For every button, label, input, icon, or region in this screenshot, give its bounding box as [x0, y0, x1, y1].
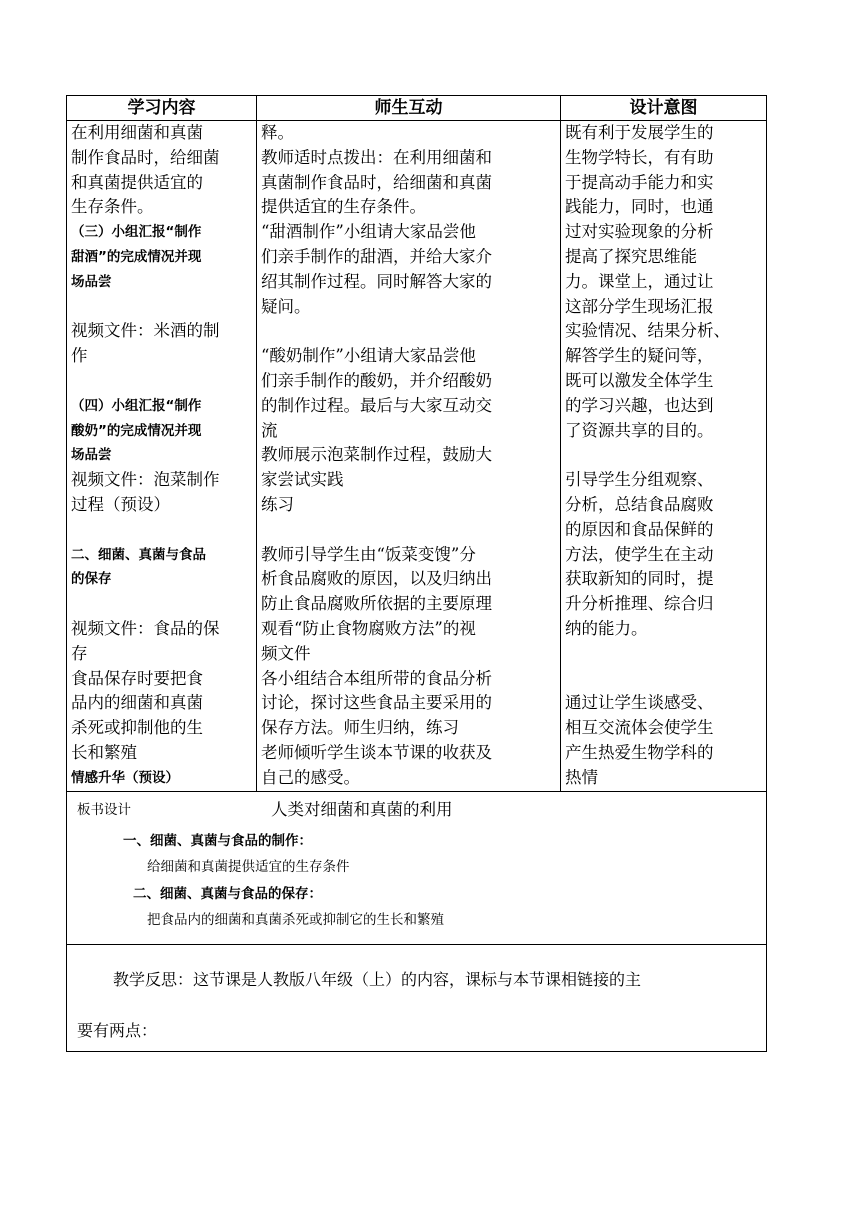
board-design-cell: [67, 791, 767, 944]
col3-line: 实验情况、结果分析、: [565, 321, 730, 341]
lesson-plan-page: [66, 95, 766, 1052]
col1-line: 品内的细菌和真菌: [71, 693, 203, 713]
col3-line: [565, 667, 762, 692]
col3-line: 相互交流体会使学生: [565, 718, 714, 738]
col2-line: 教师展示泡菜制作过程，鼓励大: [261, 445, 492, 465]
col1-line: 场品尝: [71, 447, 112, 464]
col2-line: 真菌制作食品时，给细菌和真菌: [261, 172, 492, 192]
col3-line: 纳的能力。: [565, 618, 648, 638]
col1-line: 过程（预设）: [71, 494, 170, 514]
col1-line: 甜酒”的完成情况并现: [71, 248, 202, 265]
col3-line: 分析，总结食品腐败: [565, 494, 714, 514]
col3-line: [565, 443, 762, 468]
col3-line: 力。课堂上，通过让: [565, 271, 714, 291]
reflection-line-1: 教学反思：这节课是人教版八年级（上）的内容，课标与本节课相链接的主: [113, 969, 642, 989]
col2-line: 的制作过程。最后与大家互动交: [261, 395, 492, 415]
col3-line: 生物学特长，有有助: [565, 147, 714, 167]
col1-line: 的保存: [71, 571, 112, 588]
col1-line: 情感升华（预设）: [71, 769, 179, 786]
col1-line: [71, 369, 252, 394]
col2-line: 防止食品腐败所依据的主要原理: [261, 594, 492, 614]
col3-line: 的学习兴趣，也达到: [565, 395, 714, 415]
col1-line: 制作食品时，给细菌: [71, 147, 220, 167]
header-learning-content: 学习内容: [67, 96, 257, 121]
col3-line: 方法，使学生在主动: [565, 544, 714, 564]
col3-line: 升分析推理、综合归: [565, 594, 714, 614]
board-text-preserving: 把食品内的细菌和真菌杀死或抑制它的生长和繁殖: [147, 911, 444, 928]
col1-line: 酸奶”的完成情况并现: [71, 422, 202, 439]
col2-line: [261, 518, 556, 543]
col3-line: 热情: [565, 767, 598, 787]
col3-line: 于提高动手能力和实: [565, 172, 714, 192]
col3-line: 产生热爱生物学科的: [565, 742, 714, 762]
col1-line: 生存条件。: [71, 197, 154, 217]
col3-line: 提高了探究思维能: [565, 246, 697, 266]
col2-line: 各小组结合本组所带的食品分析: [261, 668, 492, 688]
col3-line: 既可以激发全体学生: [565, 370, 714, 390]
col1-line: 作: [71, 346, 88, 366]
col1-line: 和真菌提供适宜的: [71, 172, 203, 192]
col1-line: （四）小组汇报“制作: [71, 397, 202, 414]
header-teacher-student-interaction: 师生互动: [257, 96, 561, 121]
col3-line: 这部分学生现场汇报: [565, 296, 714, 316]
interaction-cell: [257, 121, 561, 792]
col2-line: 教师引导学生由“饭菜变馊”分: [261, 544, 476, 564]
col2-line: 频文件: [261, 643, 311, 663]
col1-line: 场品尝: [71, 273, 112, 290]
col1-line: 杀死或抑制他的生: [71, 718, 203, 738]
col1-line: 视频文件：米酒的制: [71, 321, 220, 341]
board-design-row: [67, 791, 767, 944]
col3-line: 通过让学生谈感受、: [565, 693, 714, 713]
board-heading-preserving: 二、细菌、真菌与食品的保存：: [133, 885, 322, 902]
board-heading-making: 一、细菌、真菌与食品的制作：: [123, 832, 312, 849]
col1-line: 在利用细菌和真菌: [71, 123, 203, 142]
col3-line: [565, 642, 762, 667]
col1-line: 视频文件：食品的保: [71, 618, 220, 638]
col2-line: 教师适时点拨出：在利用细菌和: [261, 147, 492, 167]
col2-line: 观看“防止食物腐败方法”的视: [261, 618, 476, 638]
table-body-row: [67, 121, 767, 792]
col1-line: 存: [71, 643, 88, 663]
col2-line: 自己的感受。: [261, 767, 360, 787]
col2-line: “酸奶制作”小组请大家品尝他: [261, 346, 476, 366]
col2-line: 疑问。: [261, 296, 311, 316]
reflection-row: [67, 944, 767, 1051]
board-title: 人类对细菌和真菌的利用: [271, 799, 453, 819]
col3-line: 践能力，同时，也通: [565, 197, 714, 217]
table-header-row: [67, 96, 767, 121]
col1-line: 视频文件：泡菜制作: [71, 470, 220, 490]
col3-line: 引导学生分组观察、: [565, 470, 714, 490]
learning-content-cell: [67, 121, 257, 792]
col2-line: 保存方法。师生归纳，练习: [261, 718, 459, 738]
col2-line: 家尝试实践: [261, 470, 344, 490]
col2-line: 练习: [261, 494, 294, 514]
col3-line: 的原因和食品保鲜的: [565, 519, 714, 539]
col1-line: [71, 592, 252, 617]
col2-line: 们亲手制作的甜酒，并给大家介: [261, 246, 492, 266]
board-design-label: 板书设计: [77, 801, 131, 818]
col1-line: [71, 295, 252, 320]
reflection-cell: [67, 944, 767, 1051]
col3-line: 既有利于发展学生的: [565, 123, 714, 142]
col2-line: [261, 319, 556, 344]
col3-line: 了资源共享的目的。: [565, 420, 714, 440]
col2-line: 流: [261, 420, 278, 440]
col1-line: （三）小组汇报“制作: [71, 224, 202, 241]
col2-line: 提供适宜的生存条件。: [261, 197, 426, 217]
col2-line: 们亲手制作的酸奶，并介绍酸奶: [261, 370, 492, 390]
col2-line: 绍其制作过程。同时解答大家的: [261, 271, 492, 291]
col1-line: 食品保存时要把食: [71, 668, 203, 688]
board-text-making: 给细菌和真菌提供适宜的生存条件: [147, 858, 350, 875]
col1-line: [71, 518, 252, 543]
col2-line: 老师倾听学生谈本节课的收获及: [261, 742, 492, 762]
col3-line: 获取新知的同时，提: [565, 569, 714, 589]
reflection-line-2: 要有两点：: [77, 1020, 158, 1040]
design-intent-cell: [561, 121, 767, 792]
col3-line: 过对实验现象的分析: [565, 222, 714, 242]
col2-line: 释。: [261, 123, 294, 142]
col1-line: 二、细菌、真菌与食品: [71, 546, 206, 563]
lesson-table: [66, 95, 767, 1052]
col3-line: 解答学生的疑问等，: [565, 346, 714, 366]
header-design-intent: 设计意图: [561, 96, 767, 121]
col2-line: 析食品腐败的原因，以及归纳出: [261, 569, 492, 589]
col2-line: 讨论，探讨这些食品主要采用的: [261, 693, 492, 713]
col1-line: 长和繁殖: [71, 742, 137, 762]
col2-line: “甜酒制作”小组请大家品尝他: [261, 222, 476, 242]
